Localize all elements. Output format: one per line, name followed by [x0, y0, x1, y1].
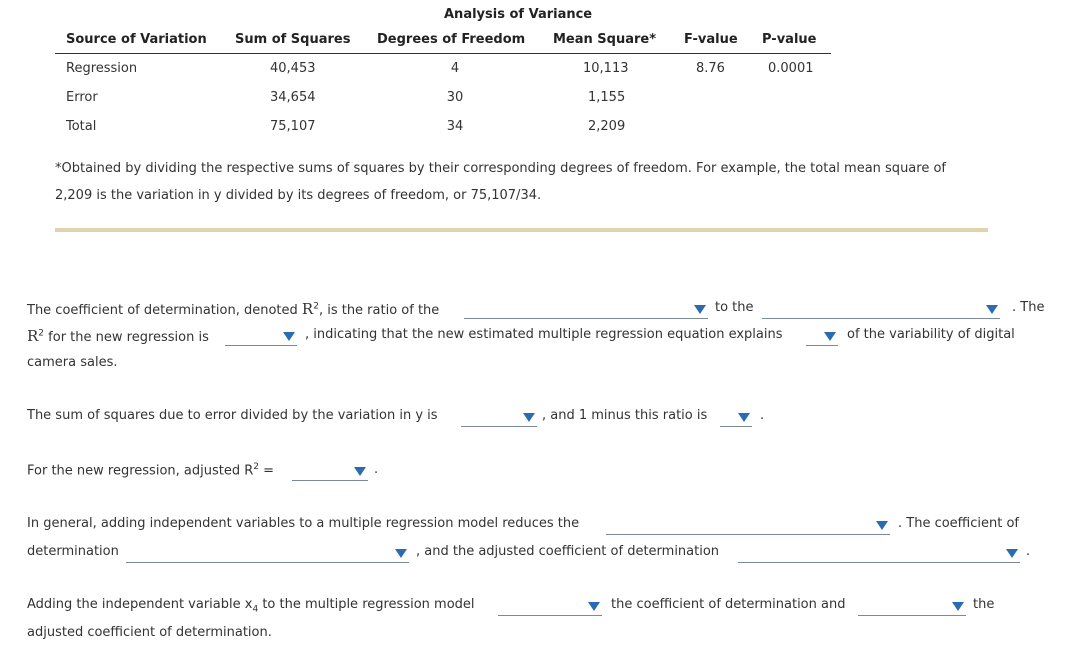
- q4-coefficient-dropdown[interactable]: [126, 544, 409, 563]
- q4-text-4: , and the adjusted coefficient of determination: [416, 544, 720, 559]
- row-regression-ms: 10,113: [583, 61, 629, 76]
- footnote-line-2: 2,209 is the variation in y divided by its degrees of freedom, or 75,107/34.: [55, 188, 542, 203]
- footnote-line-1: *Obtained by dividing the respective sums of squares by their corresponding degrees of freedom. For example, the total mean square of: [55, 161, 946, 176]
- q2-text-3: .: [760, 408, 765, 423]
- q3-adjusted-r-squared-dropdown[interactable]: [292, 462, 368, 481]
- q5-text-3: the: [973, 597, 995, 612]
- header-mean-square: Mean Square*: [553, 32, 657, 47]
- row-regression-f: 8.76: [696, 61, 725, 76]
- row-error-ss: 34,654: [270, 90, 316, 105]
- table-caption: Analysis of Variance: [444, 7, 593, 22]
- section-divider: [55, 228, 988, 232]
- q4-text-2: . The coefficient of: [898, 516, 1019, 531]
- q5-text-4: adjusted coefficient of determination.: [27, 625, 272, 640]
- q5-adjusted-change-dropdown[interactable]: [858, 597, 966, 616]
- chevron-down-icon: [283, 332, 295, 341]
- q4-text-1: In general, adding independent variables to a multiple regression model reduces the: [27, 516, 580, 531]
- q4-text-3: determination: [27, 544, 119, 559]
- q1-explains-dropdown[interactable]: [806, 327, 838, 346]
- row-regression-source: Regression: [66, 61, 138, 76]
- chevron-down-icon: [588, 602, 600, 611]
- row-error-ms: 1,155: [588, 90, 626, 105]
- q2-one-minus-ratio-dropdown[interactable]: [720, 408, 752, 427]
- row-total-df: 34: [446, 119, 464, 134]
- row-regression-df: 4: [450, 61, 460, 76]
- header-f-value: F-value: [684, 32, 738, 47]
- chevron-down-icon: [738, 413, 750, 422]
- chevron-down-icon: [824, 332, 836, 341]
- q4-text-5: .: [1026, 544, 1031, 559]
- q1-ratio-numerator-dropdown[interactable]: [464, 300, 708, 319]
- chevron-down-icon: [1006, 549, 1018, 558]
- q5-coefficient-change-dropdown[interactable]: [498, 597, 602, 616]
- q1-text-4: $R^2$ for the new regression is: [27, 327, 209, 345]
- q4-reduces-dropdown[interactable]: [606, 516, 890, 535]
- chevron-down-icon: [395, 549, 407, 558]
- q1-text-7: camera sales.: [27, 355, 118, 370]
- chevron-down-icon: [523, 413, 535, 422]
- row-regression-ss: 40,453: [270, 61, 316, 76]
- q3-text-2: .: [374, 462, 379, 477]
- q3-text-1: For the new regression, adjusted $R^2$ =: [27, 462, 275, 479]
- row-regression-p: 0.0001: [768, 61, 814, 76]
- chevron-down-icon: [986, 305, 998, 314]
- row-total-ss: 75,107: [270, 119, 316, 134]
- chevron-down-icon: [876, 521, 888, 530]
- q1-text-3: . The: [1012, 300, 1045, 315]
- q4-adjusted-coefficient-dropdown[interactable]: [738, 544, 1020, 563]
- header-p-value: P-value: [762, 32, 817, 47]
- q2-text-1: The sum of squares due to error divided by the variation in y is: [27, 408, 438, 423]
- header-source: Source of Variation: [66, 32, 207, 47]
- chevron-down-icon: [694, 305, 706, 314]
- header-sum-of-squares: Sum of Squares: [235, 32, 351, 47]
- q1-text-1: The coefficient of determination, denoted $R^2$, is the ratio of the: [27, 300, 440, 318]
- row-error-df: 30: [446, 90, 464, 105]
- q2-text-2: , and 1 minus this ratio is: [542, 408, 708, 423]
- header-rule: [55, 53, 831, 54]
- q1-r-squared-dropdown[interactable]: [225, 327, 297, 346]
- chevron-down-icon: [952, 602, 964, 611]
- q1-text-6: of the variability of digital: [847, 327, 1015, 342]
- q1-text-2: to the: [715, 300, 754, 315]
- row-total-source: Total: [66, 119, 97, 134]
- header-degrees-of-freedom: Degrees of Freedom: [377, 32, 526, 47]
- q5-text-2: the coefficient of determination and: [611, 597, 846, 612]
- q5-text-1: Adding the independent variable $x_4$ to the multiple regression model: [27, 597, 475, 615]
- row-total-ms: 2,209: [588, 119, 626, 134]
- q2-sse-ratio-dropdown[interactable]: [461, 408, 537, 427]
- q1-text-5: , indicating that the new estimated multiple regression equation explains: [305, 327, 783, 342]
- chevron-down-icon: [354, 467, 366, 476]
- q1-ratio-denominator-dropdown[interactable]: [762, 300, 1000, 319]
- row-error-source: Error: [66, 90, 98, 105]
